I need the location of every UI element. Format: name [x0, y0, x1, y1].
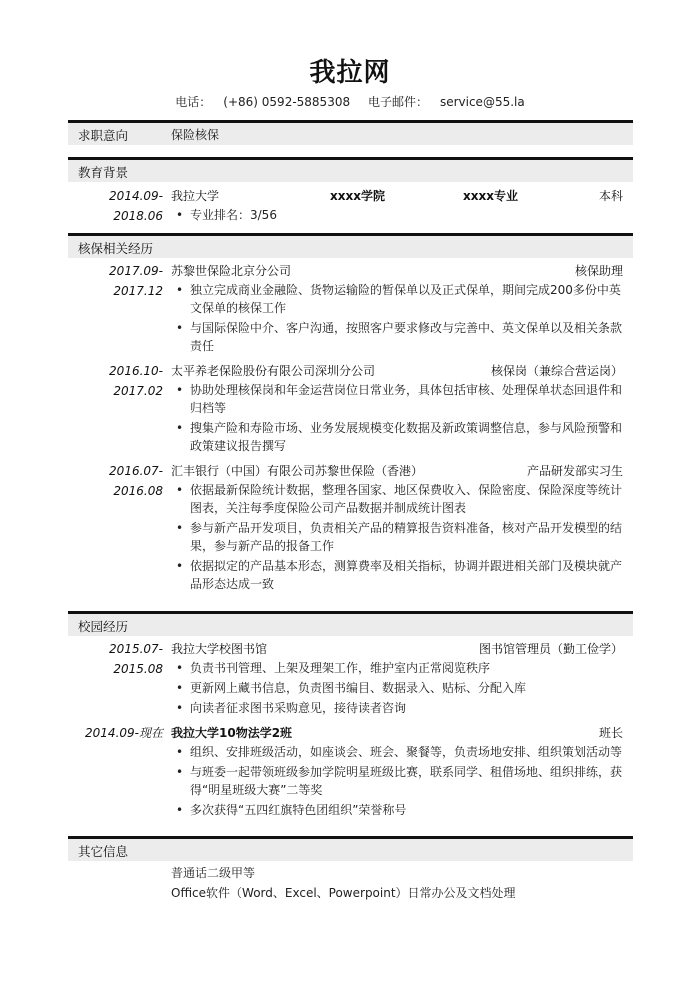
entry-org: 我拉大学校图书馆	[171, 642, 268, 656]
bullet-list	[174, 281, 629, 355]
campus-entry	[68, 723, 633, 819]
work-entry	[68, 361, 633, 455]
section-header	[68, 157, 633, 182]
bullet-list	[174, 381, 629, 455]
section-accent-bar	[68, 157, 158, 160]
degree: 本科	[598, 189, 623, 203]
section-title: 求职意向	[78, 128, 129, 143]
phone-label: 电话：	[175, 95, 212, 109]
entry-role: 产品研发部实习生	[526, 464, 623, 478]
list-item: • 负责书刊管理、上架及理架工作，维护室内正常阅览秩序	[174, 659, 629, 677]
section-header	[68, 836, 633, 861]
list-item: • 更新网上藏书信息，负责图书编目、数据录入、贴标、分配入库	[174, 679, 629, 697]
list-item: • 参与新产品开发项目，负责相关产品的精算报告资料准备，核对产品开发模型的结果，参与新产品的报备工作	[174, 519, 629, 555]
section-accent-bar	[68, 611, 158, 614]
other-info-line: Office软件（Word、Excel、Powerpoint）日常办公及文档处理	[171, 886, 516, 900]
section-other	[68, 836, 633, 903]
entry-role: 核保助理	[574, 264, 623, 278]
section-title: 教育背景	[78, 165, 129, 180]
list-item: • 协助处理核保岗和年金运营岗位日常业务，具体包括审核、处理保单状态回退件和归档等	[174, 381, 629, 417]
entry-date: 2014.09-2018.06	[109, 189, 163, 223]
list-item: • 专业排名：3/56	[174, 206, 629, 224]
other-info-line: 普通话二级甲等	[171, 866, 256, 880]
list-item: • 组织、安排班级活动，如座谈会、班会、聚餐等，负责场地安排、组织策划活动等	[174, 743, 629, 761]
school-name: 我拉大学	[171, 189, 220, 203]
entry-date: 2016.07-2016.08	[109, 464, 163, 498]
entry-org: 太平养老保险股份有限公司深圳分公司	[171, 364, 376, 378]
section-title: 核保相关经历	[78, 241, 154, 256]
college-name: xxxx学院	[330, 189, 385, 203]
entry-date: 2016.10-2017.02	[109, 364, 163, 398]
entry-date: 2014.09-现在	[85, 726, 163, 740]
list-item: • 向读者征求图书采购意见，接待读者咨询	[174, 699, 629, 717]
major-name: xxxx专业	[463, 189, 518, 203]
entry-org: 苏黎世保险北京分公司	[171, 264, 292, 278]
list-item: • 搜集产险和寿险市场、业务发展规模变化数据及新政策调整信息，参与风险预警和政策建议报告撰写	[174, 419, 629, 455]
work-entry	[68, 461, 633, 593]
section-header	[68, 233, 633, 258]
objective-value: 保险核保	[171, 128, 220, 142]
entry-date: 2015.07-2015.08	[109, 642, 163, 676]
section-title: 其它信息	[78, 844, 129, 859]
bullet-list	[174, 206, 629, 224]
section-accent-bar	[68, 233, 158, 236]
email-label: 电子邮件：	[367, 95, 428, 109]
entry-date: 2017.09-2017.12	[109, 264, 163, 298]
entry-org: 汇丰银行（中国）有限公司苏黎世保险（香港）	[171, 464, 424, 478]
list-item: • 多次获得“五四红旗特色团组织”荣誉称号	[174, 801, 629, 819]
phone-value: (+86) 0592-5885308	[223, 95, 351, 109]
section-education	[68, 157, 633, 226]
entry-role: 图书馆管理员（勤工俭学）	[478, 642, 623, 656]
campus-entry	[68, 639, 633, 717]
section-header	[68, 611, 633, 636]
list-item: • 与班委一起带领班级参加学院明星班级比赛，联系同学、租借场地、组织排练，获得“明星班级大赛”二等奖	[174, 763, 629, 799]
list-item: • 与国际保险中介、客户沟通，按照客户要求修改与完善中、英文保单以及相关条款责任	[174, 319, 629, 355]
section-campus	[68, 611, 633, 821]
contact-line	[0, 93, 700, 110]
section-accent-bar	[68, 120, 158, 123]
work-entry	[68, 261, 633, 355]
email-value: service@55.la	[439, 95, 525, 109]
list-item: • 独立完成商业金融险、货物运输险的暂保单以及正式保单，期间完成200多份中英文保单的核保工作	[174, 281, 629, 317]
entry-role: 核保岗（兼综合营运岗）	[490, 364, 623, 378]
section-accent-bar	[68, 836, 158, 839]
entry-role: 班长	[598, 726, 623, 740]
candidate-name: 我拉网	[309, 58, 391, 88]
education-entry	[68, 186, 633, 224]
section-title: 校园经历	[78, 619, 129, 634]
list-item: • 依据拟定的产品基本形态，测算费率及相关指标，协调并跟进相关部门及模块就产品形态达成一致	[174, 557, 629, 593]
section-objective	[68, 120, 633, 145]
bullet-list	[174, 743, 629, 819]
list-item: • 依据最新保险统计数据，整理各国家、地区保费收入、保险密度、保险深度等统计图表，关注每季度保险公司产品数据并制成统计图表	[174, 481, 629, 517]
section-header	[68, 120, 633, 145]
bullet-list	[174, 659, 629, 717]
entry-org: 我拉大学10物法学2班	[171, 726, 293, 740]
bullet-list	[174, 481, 629, 593]
section-work	[68, 233, 633, 595]
